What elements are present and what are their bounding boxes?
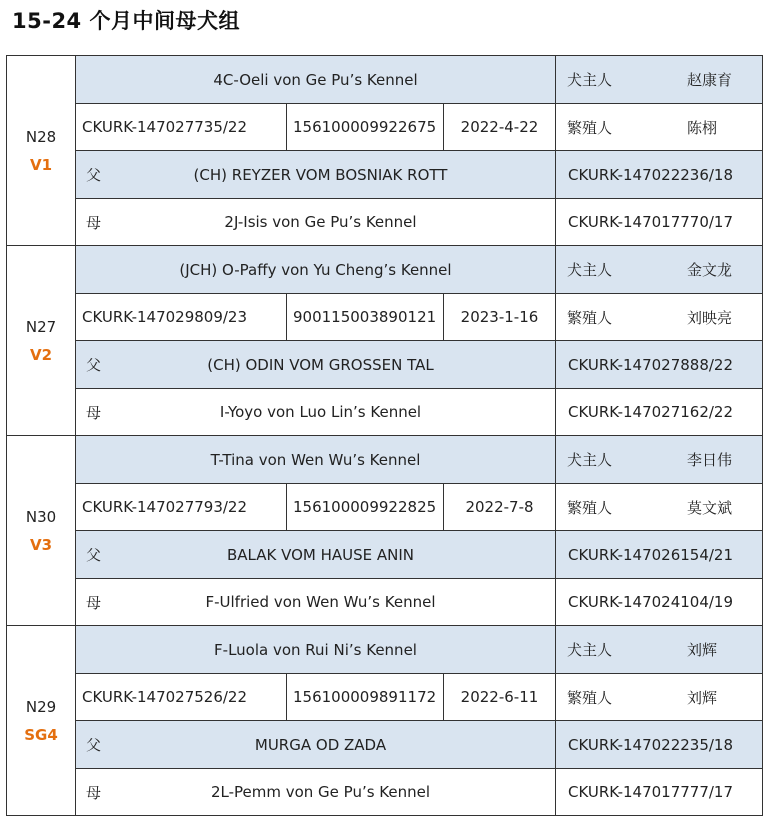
- dam-label: 母: [86, 403, 102, 422]
- entry-row-name: [7, 56, 763, 104]
- sire-registration: CKURK-147026154/21: [568, 545, 734, 564]
- dog-name-cell: [76, 56, 556, 104]
- birth-date-cell: [444, 104, 556, 151]
- entry-number: N29: [25, 697, 57, 716]
- owner-cell: [556, 56, 763, 104]
- dog-name: T-Tina von Wen Wu’s Kennel: [210, 450, 421, 469]
- entry-row-details: [7, 294, 763, 341]
- dam-label: 母: [86, 593, 102, 612]
- registration-cell: [76, 674, 287, 721]
- dam-name-cell: [76, 389, 556, 436]
- birth-date-cell: [444, 294, 556, 341]
- breeder-cell: [556, 674, 763, 721]
- dam-name: 2J-Isis von Ge Pu’s Kennel: [224, 213, 417, 231]
- sire-name-cell: [76, 341, 556, 389]
- dam-name-cell: [76, 199, 556, 246]
- breeder-label: 繁殖人: [567, 118, 613, 137]
- page-title: 15-24 个月中间母犬组: [12, 9, 240, 33]
- owner-label: 犬主人: [567, 261, 613, 279]
- dog-name: 4C-Oeli von Ge Pu’s Kennel: [213, 70, 418, 89]
- entry-row-sire: [7, 341, 763, 389]
- breeder-cell: [556, 104, 763, 151]
- breeder-name: 刘辉: [687, 688, 718, 707]
- sire-registration: CKURK-147022236/18: [568, 165, 734, 184]
- sire-label: 父: [86, 736, 102, 754]
- sire-registration-cell: [556, 531, 763, 579]
- owner-cell: [556, 246, 763, 294]
- dam-name-cell: [76, 769, 556, 816]
- registration-number: CKURK-147029809/23: [82, 308, 248, 326]
- registration-cell: [76, 104, 287, 151]
- sire-name: BALAK VOM HAUSE ANIN: [226, 545, 415, 564]
- dam-registration: CKURK-147027162/22: [568, 403, 734, 421]
- sire-registration-cell: [556, 721, 763, 769]
- microchip-number: 900115003890121: [293, 308, 437, 326]
- sire-label: 父: [86, 356, 102, 374]
- dog-name-cell: [76, 246, 556, 294]
- entry-row-sire: [7, 721, 763, 769]
- owner-name: 刘辉: [687, 641, 718, 659]
- dam-name: I-Yoyo von Luo Lin’s Kennel: [219, 403, 422, 421]
- dog-name-cell: [76, 436, 556, 484]
- registration-cell: [76, 484, 287, 531]
- grade-label: V3: [29, 535, 53, 554]
- microchip-number: 156100009922825: [293, 498, 437, 516]
- grade-label: SG4: [24, 725, 58, 744]
- dog-name: (JCH) O-Paffy von Yu Cheng’s Kennel: [179, 260, 452, 279]
- entry-row-dam: [7, 389, 763, 436]
- dam-label: 母: [86, 213, 102, 232]
- microchip-cell: [287, 484, 444, 531]
- registration-number: CKURK-147027793/22: [82, 498, 248, 516]
- registration-number: CKURK-147027526/22: [82, 688, 248, 706]
- sire-registration: CKURK-147027888/22: [568, 355, 734, 374]
- birth-date: 2022-7-8: [465, 498, 534, 516]
- results-body: [7, 56, 763, 816]
- breeder-cell: [556, 294, 763, 341]
- sire-name-cell: [76, 151, 556, 199]
- microchip-cell: [287, 294, 444, 341]
- birth-date: 2023-1-16: [460, 308, 539, 326]
- registration-cell: [76, 294, 287, 341]
- entry-row-dam: [7, 579, 763, 626]
- sire-name-cell: [76, 531, 556, 579]
- dam-registration: CKURK-147017777/17: [568, 783, 734, 801]
- sire-name-cell: [76, 721, 556, 769]
- results-table: [6, 55, 763, 816]
- owner-label: 犬主人: [567, 451, 613, 469]
- dog-name-cell: [76, 626, 556, 674]
- entry-lead-cell: [7, 436, 76, 626]
- breeder-label: 繁殖人: [567, 308, 613, 327]
- dam-name-cell: [76, 579, 556, 626]
- owner-name: 金文龙: [687, 261, 733, 279]
- dam-registration-cell: [556, 579, 763, 626]
- sire-registration-cell: [556, 151, 763, 199]
- dam-name: 2L-Pemm von Ge Pu’s Kennel: [210, 783, 431, 801]
- birth-date-cell: [444, 674, 556, 721]
- entry-row-sire: [7, 531, 763, 579]
- entry-number: N28: [25, 127, 57, 146]
- entry-row-dam: [7, 199, 763, 246]
- microchip-cell: [287, 104, 444, 151]
- entry-number: N27: [25, 317, 57, 336]
- microchip-number: 156100009891172: [293, 688, 437, 706]
- dam-name: F-Ulfried von Wen Wu’s Kennel: [205, 593, 436, 611]
- microchip-number: 156100009922675: [293, 118, 437, 136]
- owner-label: 犬主人: [567, 71, 613, 89]
- entry-row-name: [7, 626, 763, 674]
- entry-number: N30: [25, 507, 57, 526]
- sire-registration-cell: [556, 341, 763, 389]
- birth-date-cell: [444, 484, 556, 531]
- entry-row-details: [7, 674, 763, 721]
- birth-date: 2022-6-11: [460, 688, 539, 706]
- owner-label: 犬主人: [567, 641, 613, 659]
- dam-registration-cell: [556, 389, 763, 436]
- dam-registration: CKURK-147017770/17: [568, 213, 734, 231]
- dog-name: F-Luola von Rui Ni’s Kennel: [214, 640, 417, 659]
- entry-lead-cell: [7, 246, 76, 436]
- grade-label: V1: [29, 155, 53, 174]
- dam-registration-cell: [556, 199, 763, 246]
- sire-registration: CKURK-147022235/18: [568, 735, 734, 754]
- entry-row-name: [7, 436, 763, 484]
- breeder-name: 莫文斌: [687, 498, 733, 517]
- entry-row-details: [7, 104, 763, 151]
- microchip-cell: [287, 674, 444, 721]
- owner-cell: [556, 436, 763, 484]
- sire-label: 父: [86, 166, 102, 184]
- owner-cell: [556, 626, 763, 674]
- dam-label: 母: [86, 783, 102, 802]
- grade-label: V2: [29, 345, 53, 364]
- dam-registration-cell: [556, 769, 763, 816]
- owner-name: 赵康育: [687, 71, 733, 89]
- breeder-name: 陈栩: [687, 118, 718, 137]
- entry-row-name: [7, 246, 763, 294]
- sire-name: (CH) REYZER VOM BOSNIAK ROTT: [193, 165, 448, 184]
- breeder-cell: [556, 484, 763, 531]
- dam-registration: CKURK-147024104/19: [568, 593, 734, 611]
- entry-row-details: [7, 484, 763, 531]
- owner-name: 李日伟: [687, 451, 733, 469]
- registration-number: CKURK-147027735/22: [82, 118, 248, 136]
- sire-name: MURGA OD ZADA: [254, 735, 387, 754]
- breeder-name: 刘映亮: [687, 308, 733, 327]
- birth-date: 2022-4-22: [460, 118, 539, 136]
- entry-lead-cell: [7, 56, 76, 246]
- entry-lead-cell: [7, 626, 76, 816]
- entry-row-sire: [7, 151, 763, 199]
- sire-label: 父: [86, 546, 102, 564]
- entry-row-dam: [7, 769, 763, 816]
- breeder-label: 繁殖人: [567, 688, 613, 707]
- sire-name: (CH) ODIN VOM GROSSEN TAL: [207, 355, 434, 374]
- breeder-label: 繁殖人: [567, 498, 613, 517]
